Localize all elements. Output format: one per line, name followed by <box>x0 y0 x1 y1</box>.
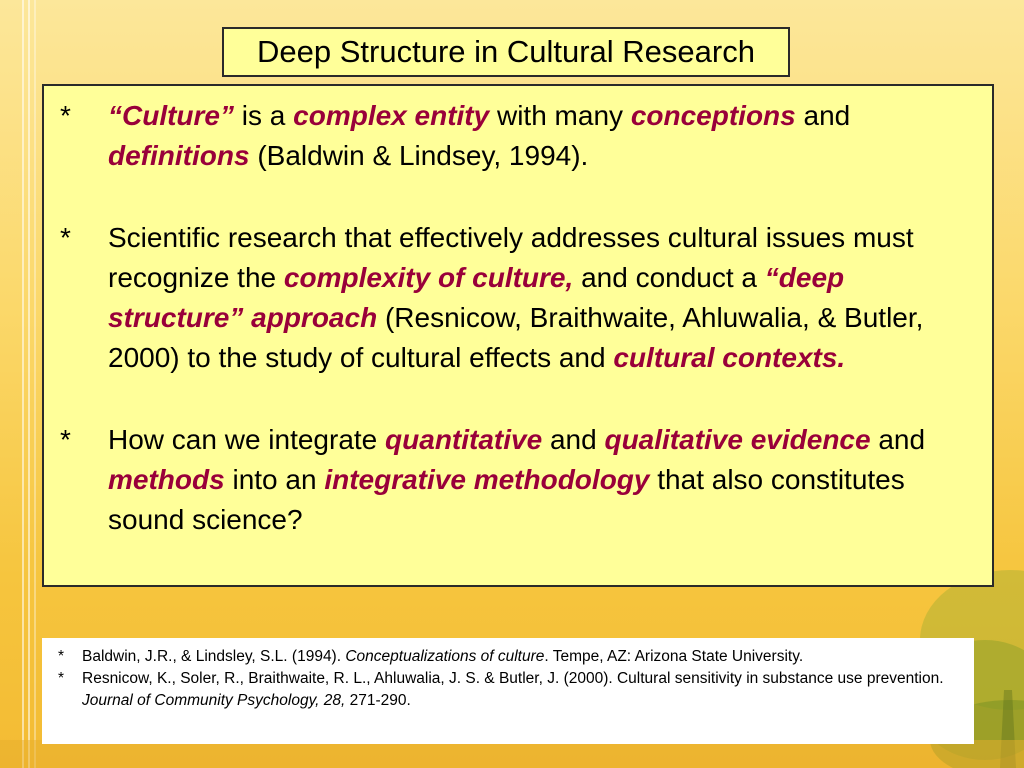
text-run: that also constitutes sound science? <box>108 464 905 535</box>
reference-item <box>58 668 964 712</box>
bullet-item <box>60 420 962 540</box>
bullet-text <box>108 96 962 176</box>
emphasis-term: quantitative <box>385 424 543 455</box>
bullet-text <box>108 218 962 378</box>
text-run: and conduct a <box>573 262 765 293</box>
slide-title-text: Deep Structure in Cultural Research <box>257 34 755 69</box>
emphasis-term: “Culture” <box>108 100 234 131</box>
emphasis-term: definitions <box>108 140 250 171</box>
text-run: (Resnicow, Braithwaite, Ahluwalia, & Butler, 2000) to the study of cultural effects and <box>108 302 924 373</box>
emphasis-term: “deep structure” approach <box>108 262 845 333</box>
bullet-item <box>60 218 962 378</box>
bullet-text <box>108 420 962 540</box>
main-content-box <box>42 84 994 587</box>
reference-marker: * <box>58 670 65 687</box>
emphasis-term: methods <box>108 464 225 495</box>
reference-marker: * <box>58 648 65 665</box>
emphasis-term: cultural contexts. <box>613 342 846 373</box>
bullet-marker: * <box>60 100 71 131</box>
text-run: into an <box>224 464 325 495</box>
text-run: with many <box>489 100 631 131</box>
references-box <box>42 638 974 744</box>
text-run: (Baldwin & Lindsey, 1994). <box>249 140 589 171</box>
text-run: Resnicow, K., Soler, R., Braithwaite, R. L., Ahluwalia, J. S. & Butler, J. (2000). Cultural sensitivity in substance use prevention. <box>82 670 944 687</box>
italic-title: Journal of Community Psychology, 28, <box>82 692 346 709</box>
emphasis-term: complexity of culture <box>283 262 566 293</box>
emphasis-term: complex entity <box>293 100 490 131</box>
emphasis-term: integrative methodology <box>324 464 650 495</box>
emphasis-term: conceptions <box>630 100 796 131</box>
text-run: . Tempe, AZ: Arizona State University. <box>544 648 804 665</box>
reference-text <box>82 668 964 712</box>
text-run: Scientific research that effectively addresses cultural issues must recognize the <box>108 222 914 293</box>
text-run: and <box>795 100 851 131</box>
emphasis-term: qualitative evidence <box>604 424 871 455</box>
text-run: and <box>542 424 605 455</box>
italic-title: Conceptualizations of culture <box>345 648 545 665</box>
slide-title <box>222 27 790 77</box>
text-run: Baldwin, J.R., & Lindsley, S.L. (1994). <box>82 648 346 665</box>
bullet-item <box>60 96 962 176</box>
emphasis-term: , <box>565 262 574 293</box>
text-run: and <box>870 424 926 455</box>
text-run: 271-290. <box>345 692 411 709</box>
reference-text <box>82 646 964 668</box>
bullet-marker: * <box>60 222 71 253</box>
text-run: How can we integrate <box>108 424 386 455</box>
text-run: is a <box>234 100 294 131</box>
reference-item <box>58 646 964 668</box>
bullet-marker: * <box>60 424 71 455</box>
